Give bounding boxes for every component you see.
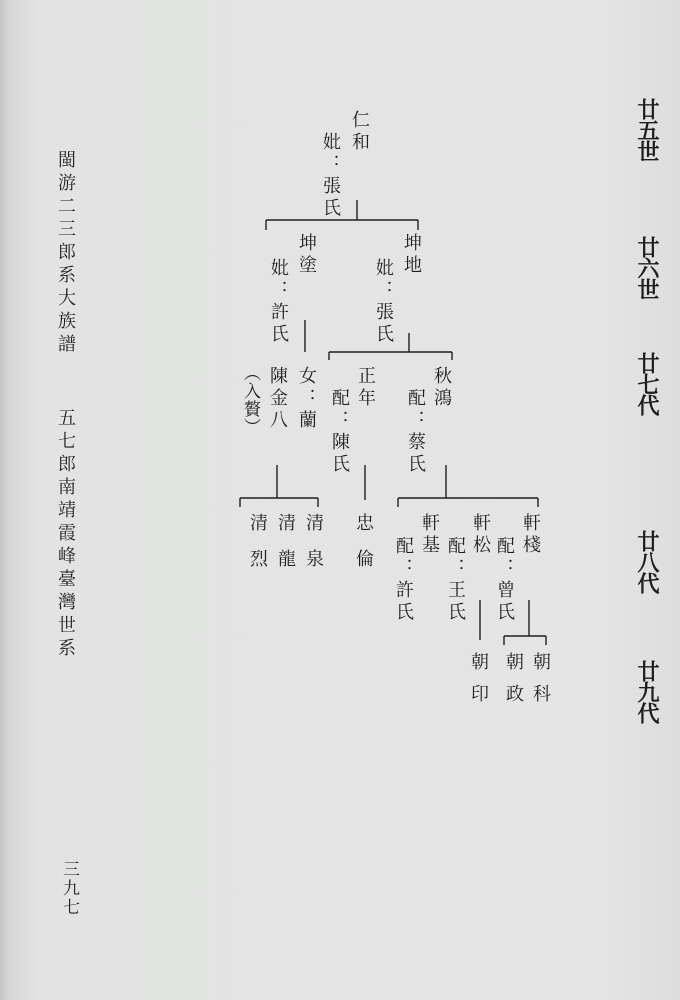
person-renhe-name: 仁和 xyxy=(349,110,370,154)
person-xuanzhan-name: 軒棧 xyxy=(520,513,541,557)
person-renhe-spouse: 妣：張氏 xyxy=(320,132,341,220)
person-zhengnian-name: 正年 xyxy=(355,366,376,410)
generation-label-26: 廿六世 xyxy=(634,236,660,299)
person-chaozheng-name: 朝政 xyxy=(503,652,524,716)
generation-label-25: 廿五世 xyxy=(634,98,660,161)
person-xuansong-spouse: 配：王氏 xyxy=(445,536,466,624)
generation-label-29: 廿九代 xyxy=(634,660,660,723)
person-qingquan-name: 清泉 xyxy=(303,513,324,585)
person-daughter-name: 女：蘭 xyxy=(296,366,317,432)
person-chaoke-name: 朝科 xyxy=(530,652,551,716)
person-xuansong-name: 軒松 xyxy=(470,513,491,557)
person-qinglong-name: 清龍 xyxy=(275,513,296,585)
person-daughter-note: （入贅） xyxy=(240,364,260,436)
person-kundi-spouse: 妣：張氏 xyxy=(373,258,394,346)
person-xuanji-name: 軒基 xyxy=(419,513,440,557)
person-qiuhong-spouse: 配：蔡氏 xyxy=(405,388,426,476)
book-title: 閩游二三郎系大族譜 xyxy=(55,150,76,357)
person-chaoyin-name: 朝印 xyxy=(468,652,489,716)
generation-label-28: 廿八代 xyxy=(634,530,660,593)
person-zhonglun-name: 忠倫 xyxy=(353,513,374,585)
person-daughter-husband: 陳金八 xyxy=(267,366,288,432)
person-xuanzhan-spouse: 配：曾氏 xyxy=(494,536,515,624)
person-kuntu-name: 坤塗 xyxy=(296,233,317,277)
person-kuntu-spouse: 妣：許氏 xyxy=(268,258,289,346)
person-qiuhong-name: 秋鴻 xyxy=(431,366,452,410)
person-qinglie-name: 清烈 xyxy=(247,513,268,585)
person-xuanji-spouse: 配：許氏 xyxy=(393,536,414,624)
chapter-title: 五七郎南靖霞峰臺灣世系 xyxy=(55,408,76,661)
generation-label-27: 廿七代 xyxy=(634,352,660,415)
person-kundi-name: 坤地 xyxy=(401,233,422,277)
page-number: 三九七 xyxy=(59,860,79,917)
person-zhengnian-spouse: 配：陳氏 xyxy=(329,388,350,476)
